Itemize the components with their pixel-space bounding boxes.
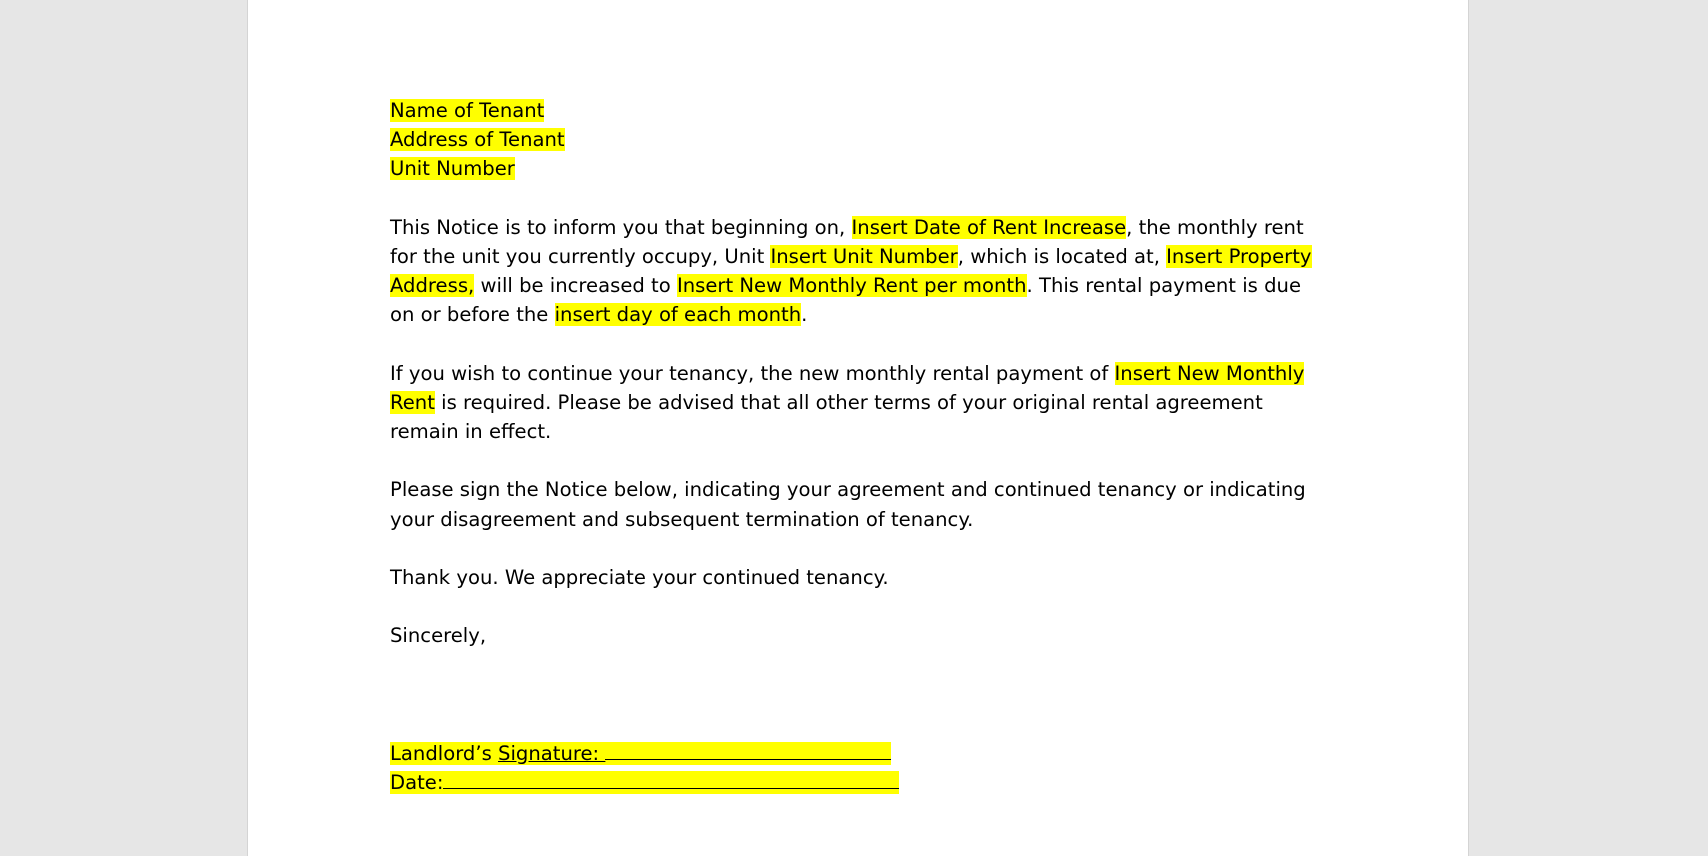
paragraph-line: your disagreement and subsequent termination of tenancy. bbox=[390, 507, 974, 531]
paragraph-line: remain in effect. bbox=[390, 420, 552, 444]
paragraph-line bbox=[390, 271, 1340, 300]
property-address-placeholder: Insert Property bbox=[1166, 244, 1312, 268]
unit-number-placeholder: Unit Number bbox=[390, 157, 515, 181]
unit-number-line bbox=[390, 154, 1340, 183]
tenant-name-placeholder: Name of Tenant bbox=[390, 99, 545, 122]
paragraph-spacer bbox=[390, 592, 1340, 621]
paragraph-line bbox=[390, 359, 1340, 388]
document-page bbox=[247, 0, 1469, 856]
text-run: on or before the bbox=[390, 303, 555, 327]
new-monthly-rent-placeholder-cont: Rent bbox=[390, 390, 435, 414]
property-address-placeholder-cont: Address, bbox=[390, 274, 475, 298]
date-field bbox=[390, 771, 899, 794]
landlord-signature-label: Landlord’s bbox=[390, 741, 499, 765]
paragraph-spacer bbox=[390, 446, 1340, 475]
text-run: will be increased to bbox=[474, 274, 677, 298]
paragraph-spacer bbox=[390, 534, 1340, 563]
paragraph-notice bbox=[390, 213, 1340, 330]
tenant-name-line bbox=[390, 96, 1340, 125]
paragraph-spacer bbox=[390, 184, 1340, 213]
paragraph-line bbox=[390, 300, 1340, 329]
due-day-placeholder: insert day of each month bbox=[554, 303, 802, 327]
date-of-increase-placeholder: Insert Date of Rent Increase bbox=[851, 215, 1127, 239]
tenant-address-line bbox=[390, 125, 1340, 154]
document-body[interactable] bbox=[390, 96, 1340, 797]
date-blank bbox=[443, 767, 899, 789]
paragraph-line bbox=[390, 213, 1340, 242]
text-run: , the monthly rent bbox=[1126, 215, 1304, 239]
signature-spacer bbox=[390, 651, 1340, 709]
paragraph-spacer bbox=[390, 330, 1340, 359]
unit-number-inline-placeholder: Insert Unit Number bbox=[770, 244, 958, 268]
paragraph-line bbox=[390, 388, 1340, 417]
paragraph-line bbox=[390, 242, 1340, 271]
text-run: If you wish to continue your tenancy, the new monthly rental payment of bbox=[390, 361, 1115, 385]
text-run: This Notice is to inform you that beginning on, bbox=[390, 215, 852, 239]
landlord-signature-field bbox=[390, 742, 891, 765]
signature-label: Signature: bbox=[498, 741, 606, 765]
date-label: Date: bbox=[390, 770, 444, 794]
new-rent-placeholder: Insert New Monthly Rent per month bbox=[676, 274, 1027, 298]
signature-spacer bbox=[390, 709, 1340, 738]
signature-blank bbox=[605, 738, 891, 760]
landlord-signature-line bbox=[390, 738, 1340, 767]
paragraph-line: Please sign the Notice below, indicating your agreement and continued tenancy or indicating bbox=[390, 478, 1306, 502]
closing-line: Sincerely, bbox=[390, 624, 487, 648]
paragraph-sign-request bbox=[390, 475, 1340, 533]
tenant-address-placeholder: Address of Tenant bbox=[390, 128, 565, 152]
thank-you-line: Thank you. We appreciate your continued tenancy. bbox=[390, 566, 889, 589]
text-run: . bbox=[801, 303, 808, 327]
date-line bbox=[390, 767, 1340, 796]
paragraph-continue bbox=[390, 359, 1340, 447]
text-run: , which is located at, bbox=[957, 244, 1167, 268]
new-monthly-rent-placeholder: Insert New Monthly bbox=[1114, 361, 1305, 385]
text-run: . This rental payment is due bbox=[1026, 274, 1302, 298]
text-run: is required. Please be advised that all other terms of your original rental agreement bbox=[434, 390, 1263, 414]
text-run: for the unit you currently occupy, Unit bbox=[390, 244, 771, 268]
